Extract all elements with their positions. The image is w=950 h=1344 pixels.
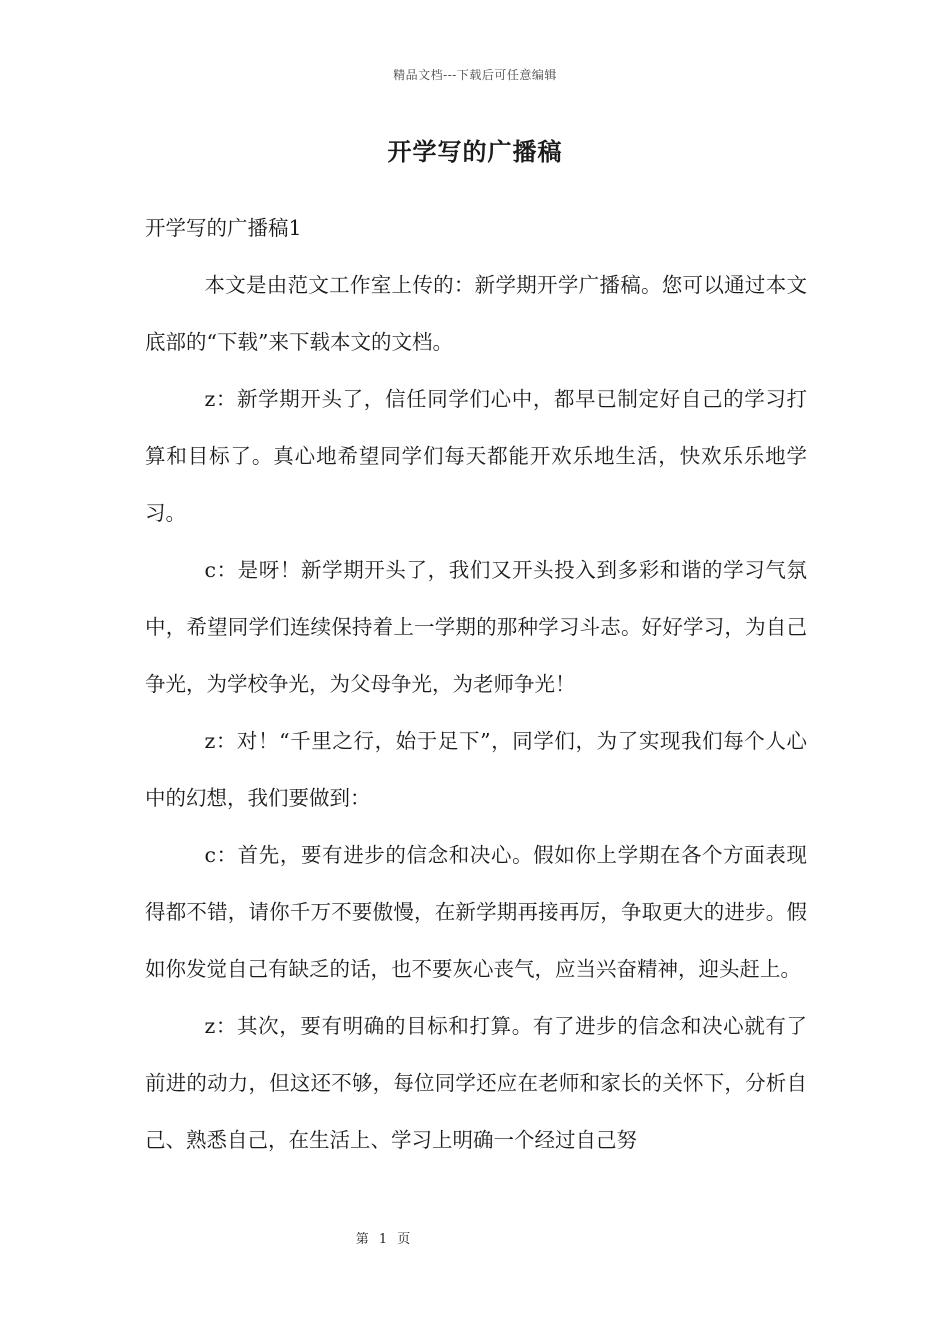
section-heading: 开学写的广播稿1 bbox=[145, 216, 302, 240]
paragraph-c-1: c：是呀！新学期开头了，我们又开头投入到多彩和谐的学习气氛中，希望同学们连续保持着上一学期的那种学习斗志。好好学习，为自己争光，为学校争光，为父母争光，为老师争光！ bbox=[145, 558, 807, 696]
paragraph-z-3: z：其次，要有明确的目标和打算。有了进步的信念和决心就有了前进的动力，但这还不够，每位同学还应在老师和家长的关怀下，分析自己、熟悉自己，在生活上、学习上明确一个经过自己努 bbox=[145, 1014, 807, 1152]
paragraph-c-2: c：首先，要有进步的信念和决心。假如你上学期在各个方面表现得都不错，请你千万不要傲慢，在新学期再接再厉，争取更大的进步。假如你发觉自己有缺乏的话，也不要灰心丧气，应当兴奋精神，迎头赶上。 bbox=[145, 843, 807, 981]
paragraph-z-2: z：对！“千里之行，始于足下”，同学们，为了实现我们每个人心中的幻想，我们要做到： bbox=[145, 729, 807, 810]
header-note: 精品文档---下载后可任意编辑 bbox=[393, 68, 557, 82]
page-footer bbox=[0, 1228, 766, 1247]
paragraph-z-1: z：新学期开头了，信任同学们心中，都早已制定好自己的学习打算和目标了。真心地希望同学们每天都能开欢乐地生活，快欢乐乐地学习。 bbox=[145, 387, 807, 525]
footer-suffix: 页 bbox=[397, 1232, 411, 1247]
document-body bbox=[145, 200, 807, 1169]
footer-prefix: 第 bbox=[355, 1232, 369, 1247]
page-number: 1 bbox=[378, 1232, 388, 1247]
paragraph-intro: 本文是由范文工作室上传的：新学期开学广播稿。您可以通过本文底部的“下载”来下载本文的文档。 bbox=[145, 273, 807, 354]
document-title: 开学写的广播稿 bbox=[387, 137, 563, 166]
